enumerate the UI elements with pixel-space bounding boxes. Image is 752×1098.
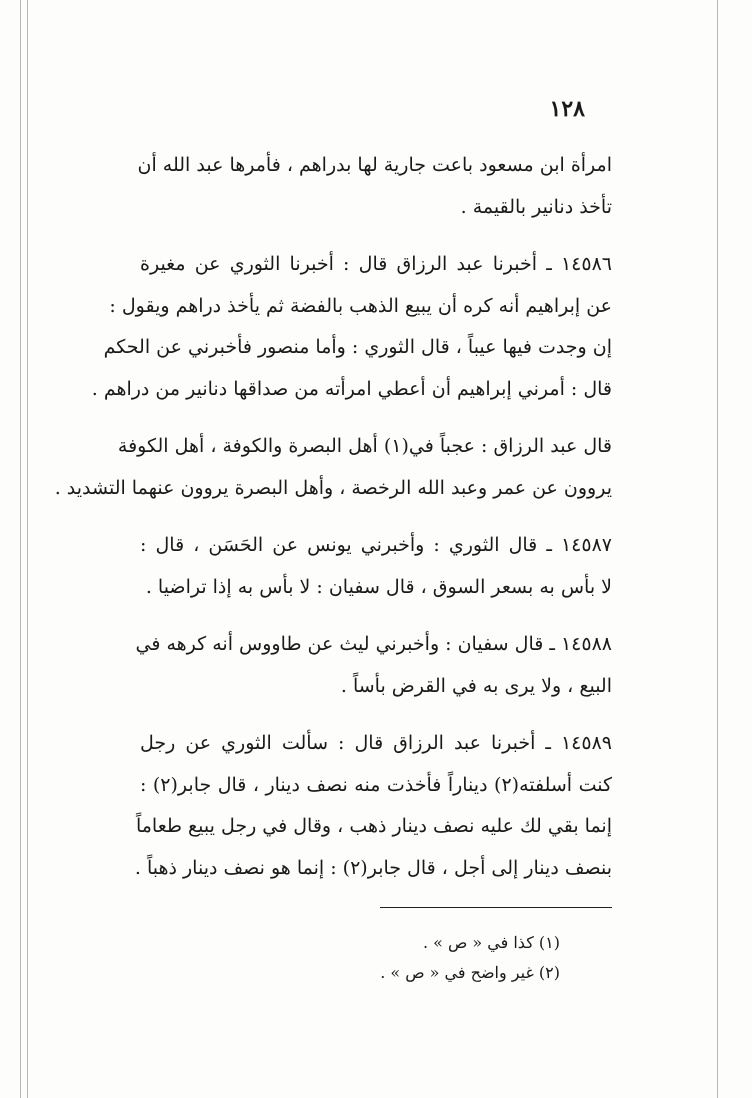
body-text [54,145,612,905]
text-line: عن إبراهيم أنه كره أن يبيع الذهب بالفضة ثم يأخذ دراهم ويقول : [109,294,612,317]
text-line: ١٤٥٨٧ ـ قال الثوري : وأخبرني يونس عن الحَسَن ، قال : [140,534,612,556]
footnotes [260,928,560,988]
binding-line [717,0,718,1098]
paragraph-hadith-14586 [91,244,612,410]
footnote-divider [380,907,612,908]
text-line: امرأة ابن مسعود باعت جارية لها بدراهم ، فأمرها عبد الله أن [137,154,612,176]
binding-line [20,0,21,1098]
text-line: لا بأس به بسعر السوق ، قال سفيان : لا بأس به إذا تراضيا . [145,575,612,598]
footnote-2: (٢) غير واضح في « ص » . [380,963,560,982]
page-number: ١٢٨ [549,96,585,122]
text-line: ١٤٥٨٨ ـ قال سفيان : وأخبرني ليث عن طاووس أنه كرهه في [135,633,612,655]
text-line: يروون عن عمر وعبد الله الرخصة ، وأهل البصرة يروون عنهما التشديد . [54,476,612,499]
text-line: قال عبد الرزاق : عجباً في(١) أهل البصرة والكوفة ، أهل الكوفة [117,435,612,457]
binding-line [27,0,28,1098]
text-line: إنما بقي لك عليه نصف دينار ذهب ، وقال في رجل يبيع طعاماً [135,815,612,837]
paragraph-abd-al-razzaq [54,426,612,509]
text-line: ١٤٥٨٩ ـ أخبرنا عبد الرزاق قال : سألت الثوري عن رجل [140,732,612,754]
paragraph-1 [137,145,612,228]
text-line: قال : أمرني إبراهيم أن أعطي امرأته من صداقها دنانير من دراهم . [91,377,612,400]
paragraph-hadith-14589 [134,723,612,889]
text-line: كنت أسلفته(٢) ديناراً فأخذت منه نصف دينار ، قال جابر(٢) : [140,773,612,796]
text-line: إن وجدت فيها عيباً ، قال الثوري : وأما منصور فأخبرني عن الحكم [103,336,612,358]
text-line: بنصف دينار إلى أجل ، قال جابر(٢) : إنما هو نصف دينار ذهباً . [134,856,612,879]
text-line: ١٤٥٨٦ ـ أخبرنا عبد الرزاق قال : أخبرنا الثوري عن مغيرة [140,253,612,275]
text-line: البيع ، ولا يرى به في القرض بأساً . [340,674,612,697]
text-line: تأخذ دنانير بالقيمة . [460,195,612,218]
paragraph-hadith-14588 [135,624,612,707]
footnote-1: (١) كذا في « ص » . [422,933,560,952]
paragraph-hadith-14587 [140,525,612,608]
